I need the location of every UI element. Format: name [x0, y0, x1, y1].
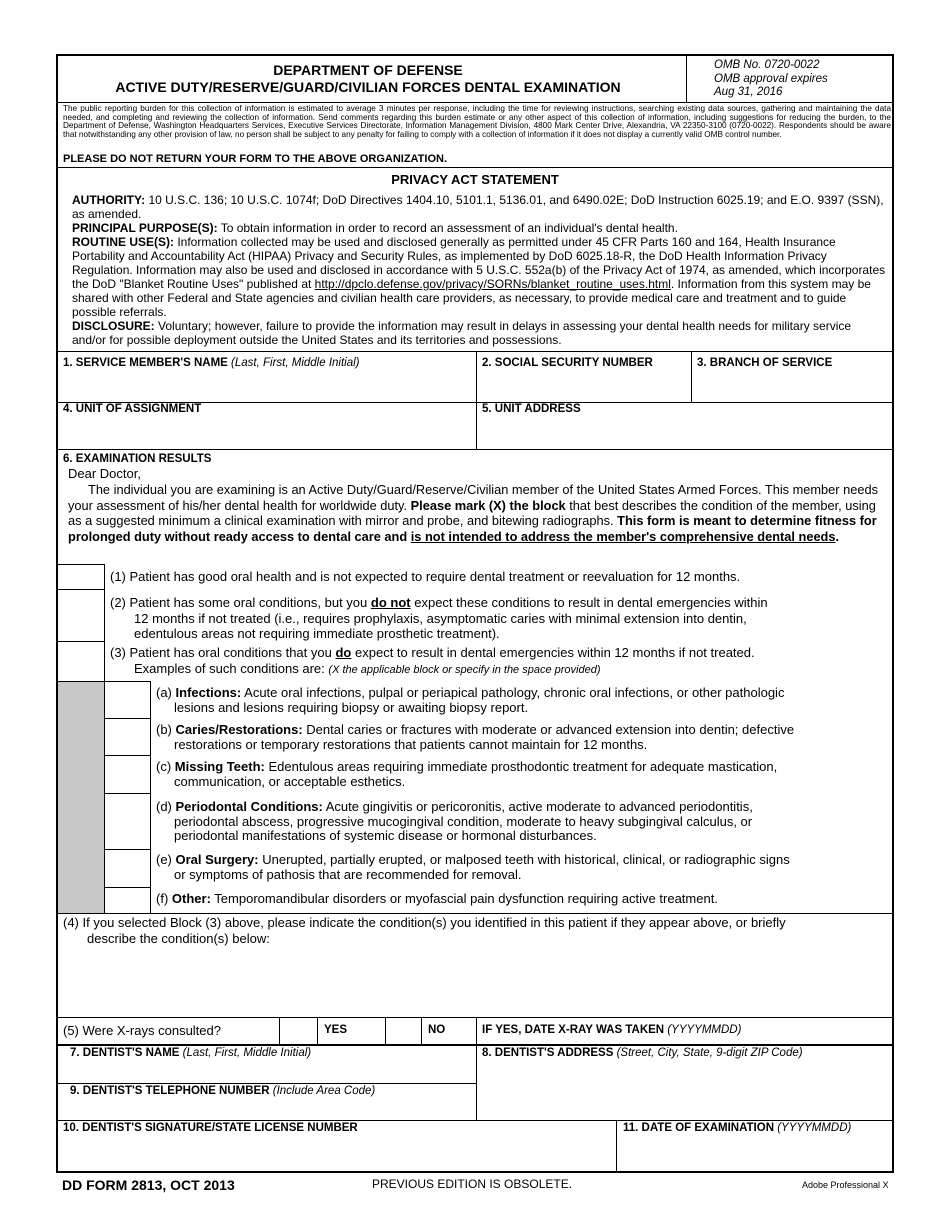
burden-statement: The public reporting burden for this collection of information is estimated to average 3 minutes per response, including the time for reviewing instructions, searching existing data sources, gathering and maintaining the data needed, and completing and reviewing the collection of information. Send comments regarding this burden estimate or any other aspect of this collection of information, including suggestions for reducing the burden, to the Department of Defense, Washington Headquarters Services, Executive Services Directorate, Information Management Division, 4800 Mark Center Drive, Alexandria, VA 22350-3100 (0720-0022). Respondents should be aware that notwithstanding any other provision of law, no person shall be subject to any penalty for failing to comply with a collection of information if it does not display a currently valid OMB control number.	[63, 104, 891, 139]
not-comprehensive-note: is not intended to address the member's comprehensive dental needs	[410, 528, 836, 544]
omb-expiry-date: Aug 31, 2016	[714, 86, 783, 98]
branch-of-service-input[interactable]	[697, 374, 891, 400]
privacy-act-statement	[72, 193, 886, 347]
dentist-phone-label: 9. DENTIST'S TELEPHONE NUMBER (Include Area Code)	[70, 1085, 376, 1097]
do-not-return-warning: PLEASE DO NOT RETURN YOUR FORM TO THE ABOVE ORGANIZATION.	[63, 153, 447, 165]
ssn-label: 2. SOCIAL SECURITY NUMBER	[482, 357, 653, 369]
unit-address-input[interactable]	[482, 420, 891, 448]
header-divider	[686, 56, 687, 102]
dentist-address-label: 8. DENTIST'S ADDRESS (Street, City, State, 9-digit ZIP Code)	[482, 1047, 803, 1059]
rule	[58, 167, 892, 168]
routine-use-text: Information collected may be used and disclosed generally as permitted under 45 CFR Parts 160 and 164, Health Insurance Portability and Accountability Act (HIPAA) Privacy and Security Rules, as implemented by DoD 6025.18-R, the DoD Health Information Privacy Regulation. Information may also be used and disclosed in accordance with 5 U.S.C. 552a(b) of the Privacy Act of 1974, as amended, which incorporates the DoD "Blanket Routine Uses" published at	[72, 235, 886, 291]
unit-address-label: 5. UNIT ADDRESS	[482, 403, 581, 415]
routine-use-paragraph	[72, 235, 886, 319]
department-name: DEPARTMENT OF DEFENSE	[273, 62, 463, 78]
form-id: DD FORM 2813, OCT 2013	[62, 1177, 235, 1193]
rule	[58, 351, 892, 352]
omb-approval: OMB approval expires	[714, 72, 828, 85]
rule	[58, 1044, 892, 1046]
privacy-act-title: PRIVACY ACT STATEMENT	[391, 172, 559, 187]
sub-f-text: (f) Other: Temporomandibular disorders or myofascial pain dysfunction requiring active treatment.	[156, 891, 718, 906]
omb-number: OMB No. 0720-0022	[714, 59, 820, 71]
question-4-text: (4) If you selected Block (3) above, please indicate the condition(s) you identified in this patient if they appear above, or briefly describe the condition(s) below:	[63, 915, 786, 946]
sub-d-text: (d) Periodontal Conditions: Acute gingivitis or pericoronitis, active moderate to advanced periodontitis, periodontal abscess, progressive mucogingival condition, moderate to heavy subgingival calculus, or periodontal manifestations of systemic disease or hormonal disturbances.	[156, 799, 753, 843]
rule	[476, 1017, 477, 1120]
rule	[58, 1083, 476, 1084]
exam-instructions: The individual you are examining is an Active Duty/Guard/Reserve/Civilian member of the United States Armed Forces. This member needs your assessment of his/her dental health for worldwide duty. Please mark (X) the block that best describes the condition of the member, using as a suggested minimum a clinical examination with mirror and probe, and bitewing radiographs. This form is meant to determine fitness for prolonged duty without ready access to dental care and is not intended to address the member's comprehensive dental needs.	[68, 482, 878, 544]
rule	[58, 1017, 892, 1018]
authority-paragraph	[72, 193, 886, 221]
option-1-text: (1) Patient has good oral health and is not expected to require dental treatment or reevaluation for 12 months.	[110, 569, 741, 584]
instruction-text: The individual you are examining is an Active Duty/Guard/Reserve/Civilian member of the United States Armed Forces. This member needs your assessment of his/her dental health for worldwide duty.	[68, 482, 878, 513]
purpose-label: PRINCIPAL PURPOSE(S):	[72, 221, 218, 235]
omb-info	[714, 59, 828, 100]
dentist-signature-field[interactable]	[63, 1138, 608, 1168]
sub-e-text: (e) Oral Surgery: Unerupted, partially erupted, or malposed teeth with historical, clinical, or radiographic signs or symptoms of pathosis that are recommended for removal.	[156, 852, 790, 882]
dentist-phone-input[interactable]	[70, 1100, 474, 1120]
dentist-signature-label: 10. DENTIST'S SIGNATURE/STATE LICENSE NUMBER	[63, 1122, 358, 1134]
instruction-text-2: that best describes the condition of the member, using as a suggested minimum a clinical examination with mirror and probe, and bitewing radiographs.	[68, 497, 876, 528]
salutation: Dear Doctor,	[68, 466, 141, 481]
xray-date-input[interactable]	[698, 1020, 890, 1044]
purpose-text: To obtain information in order to record an assessment of an individual's dental health.	[220, 221, 678, 235]
disclosure-text: Voluntary; however, failure to provide the information may result in delays in assessing your dental health needs for military service and/or for possible deployment outside the United States and its territories and possessions.	[72, 319, 852, 347]
ssn-input[interactable]	[482, 374, 691, 400]
unit-of-assignment-input[interactable]	[63, 420, 475, 448]
routine-use-label: ROUTINE USE(S):	[72, 235, 174, 249]
examination-results-label: 6. EXAMINATION RESULTS	[63, 453, 212, 465]
authority-text: 10 U.S.C. 136; 10 U.S.C. 1074f; DoD Directives 1404.10, 5101.1, 5136.01, and 6490.02E; DoD Instruction 6025.19; and E.O. 9397 (SSN), as amended.	[72, 193, 884, 221]
rule	[385, 1017, 386, 1044]
dentist-name-label: 7. DENTIST'S NAME (Last, First, Middle Initial)	[70, 1047, 312, 1059]
rule	[476, 351, 477, 449]
sub-c-text: (c) Missing Teeth: Edentulous areas requiring immediate prosthodontic treatment for adequate mastication, communication, or acceptable esthetics.	[156, 759, 778, 789]
service-member-name-input[interactable]	[63, 374, 475, 400]
rule	[58, 102, 892, 103]
dentist-name-input[interactable]	[70, 1062, 474, 1084]
rule	[58, 449, 892, 450]
routine-use-text-end: . Information from this system may be shared with other Federal and State agencies and civilian health care providers, as necessary, to provide medical care and treatment and to guide possible referrals.	[72, 277, 871, 319]
dental-exam-form	[56, 54, 894, 1173]
dentist-address-input[interactable]	[482, 1062, 891, 1120]
disclosure-paragraph	[72, 319, 886, 347]
rule	[279, 1017, 280, 1044]
rule	[317, 1017, 318, 1044]
xray-date-label: IF YES, DATE X-RAY WAS TAKEN (YYYYMMDD)	[482, 1024, 742, 1036]
service-member-name-label: 1. SERVICE MEMBER'S NAME (Last, First, Middle Initial)	[63, 357, 360, 369]
form-header	[58, 62, 678, 96]
xray-no-label: NO	[428, 1024, 446, 1036]
purpose-paragraph	[72, 221, 886, 235]
form-title: ACTIVE DUTY/RESERVE/GUARD/CIVILIAN FORCES DENTAL EXAMINATION	[115, 79, 621, 95]
unit-of-assignment-label: 4. UNIT OF ASSIGNMENT	[63, 403, 202, 415]
rule	[691, 351, 692, 402]
exam-date-label: 11. DATE OF EXAMINATION (YYYYMMDD)	[623, 1122, 852, 1134]
software-note: Adobe Professional X	[802, 1180, 889, 1190]
option-3-text: (3) Patient has oral conditions that you do expect to result in dental emergencies within 12 months if not treated. Examples of such conditions are: (X the applicable block or specify in the space provided)	[110, 645, 755, 676]
shaded-block	[58, 682, 104, 913]
option-2-text: (2) Patient has some oral conditions, but you do not expect these conditions to result in dental emergencies within 12 months if not treated (i.e., requires prophylaxis, asymptomatic caries with minimal extension into dentin, edentulous areas not requiring immediate prosthetic treatment).	[110, 595, 768, 641]
blanket-routine-uses-link[interactable]: http://dpclo.defense.gov/privacy/SORNs/blanket_routine_uses.html	[314, 277, 671, 291]
sub-a-text: (a) Infections: Acute oral infections, pulpal or periapical pathology, chronic oral infections, or other pathologic lesions and lesions requiring biopsy or awaiting biopsy report.	[156, 685, 785, 715]
xrays-consulted-question: (5) Were X-rays consulted?	[63, 1023, 221, 1038]
rule	[58, 1120, 892, 1121]
rule	[421, 1017, 422, 1044]
previous-edition-note: PREVIOUS EDITION IS OBSOLETE.	[372, 1177, 573, 1191]
conditions-description-textarea[interactable]	[68, 948, 887, 1018]
branch-of-service-label: 3. BRANCH OF SERVICE	[697, 357, 833, 369]
rule	[58, 913, 892, 914]
instruction-bold: Please mark (X) the block	[410, 497, 566, 513]
fitness-note: This form is meant to determine fitness for prolonged duty without ready access to dental care and	[68, 513, 877, 544]
rule	[58, 564, 104, 565]
authority-label: AUTHORITY:	[72, 193, 146, 207]
rule	[616, 1120, 617, 1173]
xray-yes-label: YES	[324, 1024, 348, 1036]
sub-b-text: (b) Caries/Restorations: Dental caries or fractures with moderate or advanced extension into dentin; defective restorations or temporary restorations that patients cannot maintain for 12 months.	[156, 722, 795, 752]
exam-date-input[interactable]	[623, 1140, 891, 1166]
disclosure-label: DISCLOSURE:	[72, 319, 155, 333]
